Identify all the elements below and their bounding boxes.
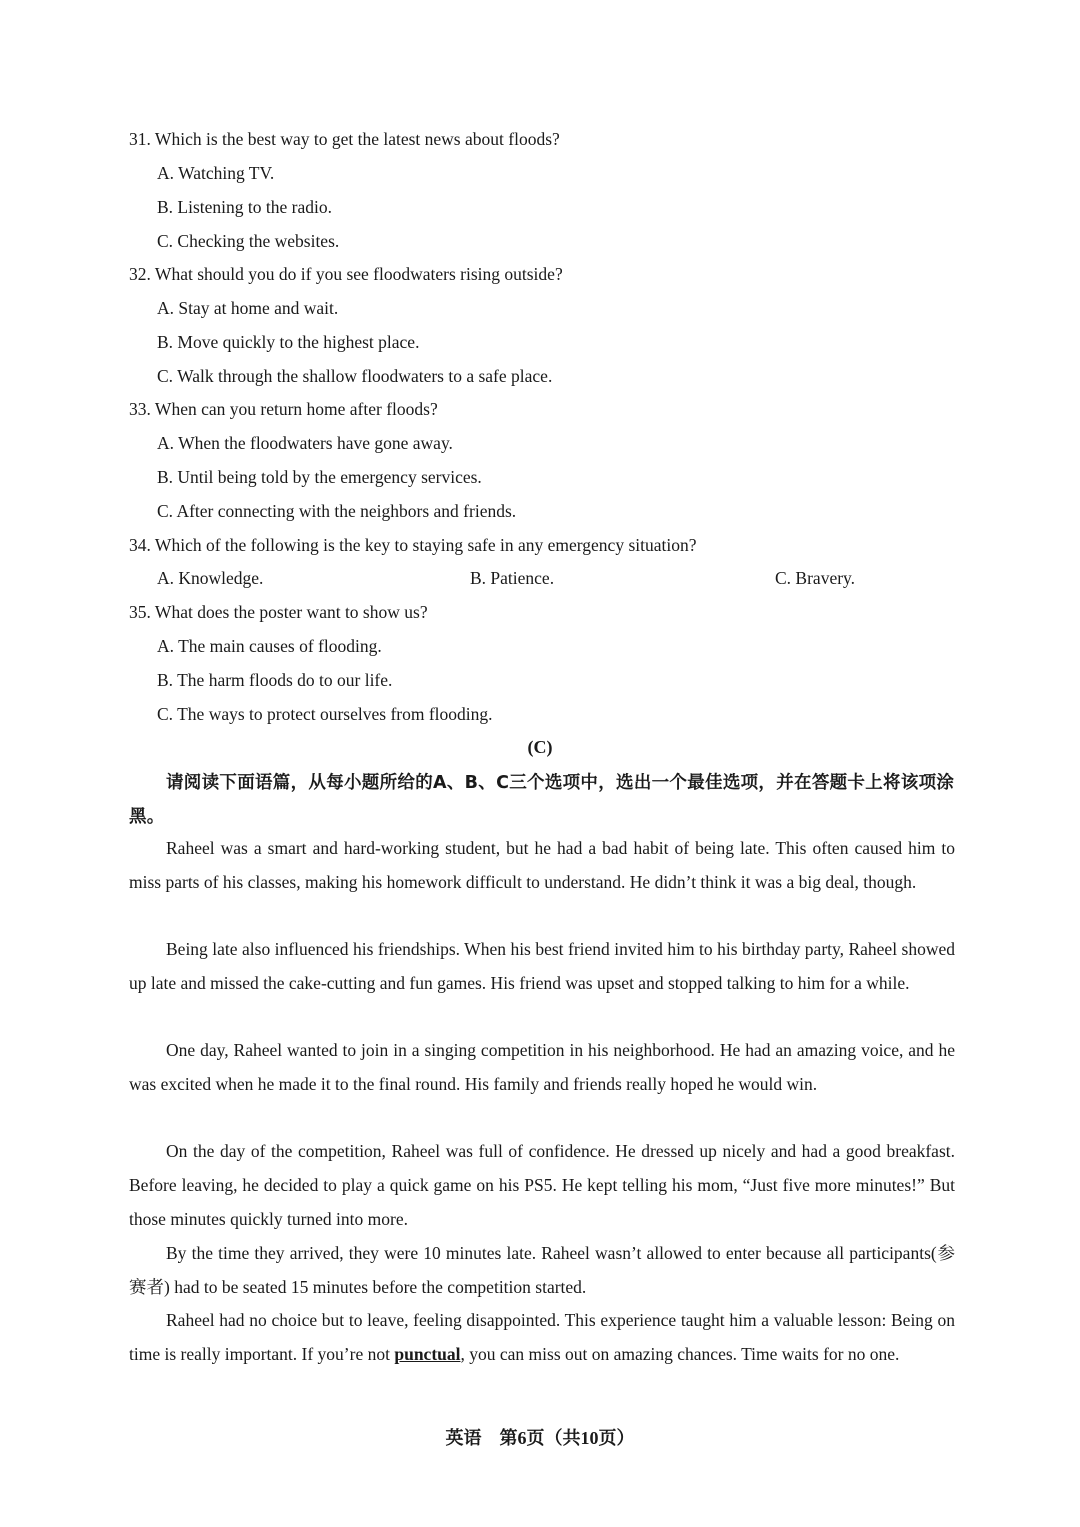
question-32-option-c: C. Walk through the shallow floodwaters to a safe place. bbox=[157, 366, 553, 386]
question-34-option-a: A. Knowledge. bbox=[157, 568, 264, 588]
question-34-option-c: C. Bravery. bbox=[775, 568, 856, 588]
passage-paragraph-4: On the day of the competition, Raheel was full of confidence. He dressed up nicely and had a good breakfast. Before leaving, he decided to play a quick game on his PS5. He kept telling his mom, “Just five more minutes!” But those minutes quickly turned into more. bbox=[129, 1141, 955, 1229]
passage-paragraph-2: Being late also influenced his friendships. When his best friend invited him to his birthday party, Raheel showed up late and missed the cake-cutting and fun games. His friend was upset and stopped talking to him for a while. bbox=[129, 939, 955, 993]
question-33-stem: 33. When can you return home after floods? bbox=[129, 399, 438, 419]
question-33-option-b: B. Until being told by the emergency services. bbox=[157, 467, 482, 487]
question-35-stem: 35. What does the poster want to show us? bbox=[129, 602, 428, 622]
passage-paragraph-3: One day, Raheel wanted to join in a singing competition in his neighborhood. He had an amazing voice, and he was excited when he made it to the final round. His family and friends really hoped he would win. bbox=[129, 1040, 955, 1094]
question-31-option-b: B. Listening to the radio. bbox=[157, 197, 332, 217]
question-32-option-a: A. Stay at home and wait. bbox=[157, 298, 339, 318]
section-label: (C) bbox=[527, 737, 553, 757]
question-35-option-c: C. The ways to protect ourselves from flooding. bbox=[157, 704, 493, 724]
question-35-option-b: B. The harm floods do to our life. bbox=[157, 670, 393, 690]
question-31-stem: 31. Which is the best way to get the latest news about floods? bbox=[129, 129, 560, 149]
question-32-option-b: B. Move quickly to the highest place. bbox=[157, 332, 420, 352]
passage-paragraph-6 bbox=[129, 1304, 955, 1372]
passage-paragraph-5: By the time they arrived, they were 10 minutes late. Raheel wasn’t allowed to enter because all participants(参赛者) had to be seated 15 minutes before the competition started. bbox=[129, 1243, 955, 1297]
question-33-option-a: A. When the floodwaters have gone away. bbox=[157, 433, 453, 453]
passage-paragraph-1: Raheel was a smart and hard-working student, but he had a bad habit of being late. This often caused him to miss parts of his classes, making his homework difficult to understand. He didn’t think it was a big deal, though. bbox=[129, 838, 955, 892]
question-31-option-a: A. Watching TV. bbox=[157, 163, 275, 183]
question-34-option-b: B. Patience. bbox=[470, 568, 555, 588]
question-34-stem: 34. Which of the following is the key to staying safe in any emergency situation? bbox=[129, 535, 697, 555]
question-35-option-a: A. The main causes of flooding. bbox=[157, 636, 382, 656]
paragraph-6-text-before: Raheel had no choice but to leave, feeling disappointed. This experience taught him a valuable lesson: Being on time is really important. If you’re not bbox=[129, 1310, 955, 1364]
question-32-stem: 32. What should you do if you see floodwaters rising outside? bbox=[129, 264, 563, 284]
question-33-option-c: C. After connecting with the neighbors and friends. bbox=[157, 501, 517, 521]
keyword-punctual: punctual bbox=[394, 1343, 461, 1364]
question-31-option-c: C. Checking the websites. bbox=[157, 231, 340, 251]
paragraph-6-text-after: , you can miss out on amazing chances. Time waits for no one. bbox=[460, 1343, 900, 1364]
page-footer: 英语 第6页（共10页） bbox=[445, 1428, 635, 1448]
section-instruction: 请阅读下面语篇，从每小题所给的A、B、C三个选项中，选出一个最佳选项，并在答题卡上将该项涂黑。 bbox=[129, 773, 955, 827]
